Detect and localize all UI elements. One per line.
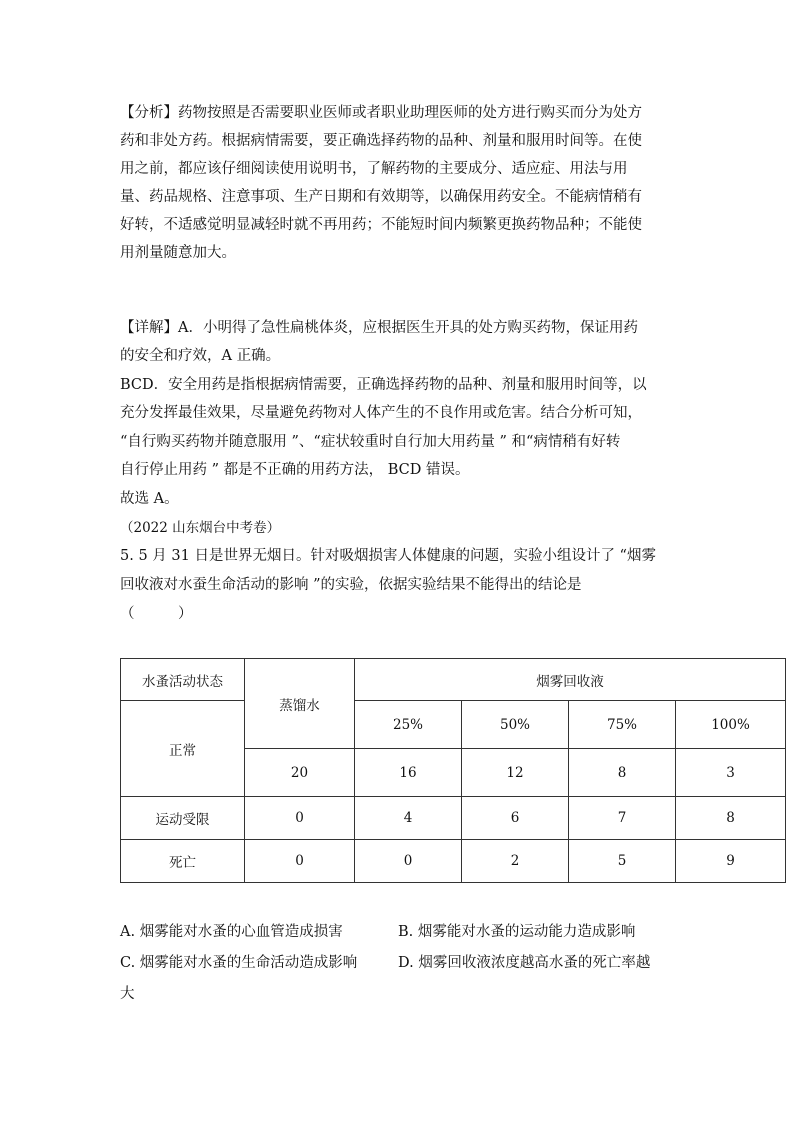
analysis-line: 【分析】药物按照是否需要职业医师或者职业助理医师的处方进行购买而分为处方 [120, 105, 642, 121]
option-c: C. 烟雾能对水蚤的生命活动造成影响 [120, 955, 358, 971]
detail-line: 故选 A。 [120, 491, 179, 507]
header-activity-state: 水蚤活动状态 [121, 659, 245, 701]
detail-line: 【详解】A．小明得了急性扁桃体炎，应根据医生开具的处方购买药物，保证用药 [120, 320, 638, 336]
question-source: （2022 山东烟台中考卷） [120, 520, 281, 536]
analysis-line: 好转，不适感觉明显减轻时就不再用药；不能短时间内频繁更换药物品种；不能使 [120, 217, 642, 233]
concentration-header: 75% [569, 701, 676, 749]
question-line: 5. 5 月 31 日是世界无烟日。针对吸烟损害人体健康的问题，实验小组设计了 “烟雾 [120, 548, 656, 564]
option-a: A. 烟雾能对水蚤的心血管造成损害 [120, 924, 343, 940]
table-cell: 4 [355, 797, 462, 840]
detail-line: “自行购买药物并随意服用 ”、“症状较重时自行加大用药量 ” 和“病情稍有好转 [120, 434, 621, 450]
analysis-line: 用剂量随意加大。 [120, 245, 236, 261]
analysis-line: 药和非处方药。根据病情需要，要正确选择药物的品种、剂量和服用时间等。在使 [120, 133, 642, 149]
concentration-header: 25% [355, 701, 462, 749]
header-smoke-solution: 烟雾回收液 [355, 659, 786, 701]
table-cell: 2 [462, 840, 569, 883]
table-cell: 3 [676, 749, 786, 797]
row-label-dead: 死亡 [121, 840, 245, 883]
table-cell: 6 [462, 797, 569, 840]
header-distilled-water: 蒸馏水 [245, 659, 355, 749]
table-cell: 7 [569, 797, 676, 840]
table-cell: 9 [676, 840, 786, 883]
answer-blank: （ ） [120, 606, 193, 622]
option-d-continuation: 大 [120, 986, 135, 1002]
detail-line: 的安全和疗效，A 正确。 [120, 348, 281, 364]
option-d: D. 烟雾回收液浓度越高水蚤的死亡率越 [398, 955, 651, 971]
table-cell: 5 [569, 840, 676, 883]
detail-line: 自行停止用药 ” 都是不正确的用药方法， BCD 错误。 [120, 462, 470, 478]
concentration-header: 100% [676, 701, 786, 749]
experiment-table [120, 658, 786, 883]
detail-line: BCD．安全用药是指根据病情需要，正确选择药物的品种、剂量和服用时间等，以 [120, 377, 647, 393]
analysis-line: 用之前，都应该仔细阅读使用说明书，了解药物的主要成分、适应症、用法与用 [120, 161, 628, 177]
option-b: B. 烟雾能对水蚤的运动能力造成影响 [398, 924, 636, 940]
table-cell: 8 [676, 797, 786, 840]
question-line: 回收液对水蚕生命活动的影响 ”的实验，依据实验结果不能得出的结论是 [120, 577, 582, 593]
table-cell: 12 [462, 749, 569, 797]
table-cell: 16 [355, 749, 462, 797]
table-cell: 0 [245, 797, 355, 840]
table-cell: 20 [245, 749, 355, 797]
table-cell: 8 [569, 749, 676, 797]
analysis-line: 量、药品规格、注意事项、生产日期和有效期等，以确保用药安全。不能病情稍有 [120, 189, 642, 205]
row-label-restricted: 运动受限 [121, 797, 245, 840]
concentration-header: 50% [462, 701, 569, 749]
row-label-normal: 正常 [121, 701, 245, 797]
table-cell: 0 [245, 840, 355, 883]
table-cell: 0 [355, 840, 462, 883]
detail-line: 充分发挥最佳效果，尽量避免药物对人体产生的不良作用或危害。结合分析可知， [120, 405, 642, 421]
